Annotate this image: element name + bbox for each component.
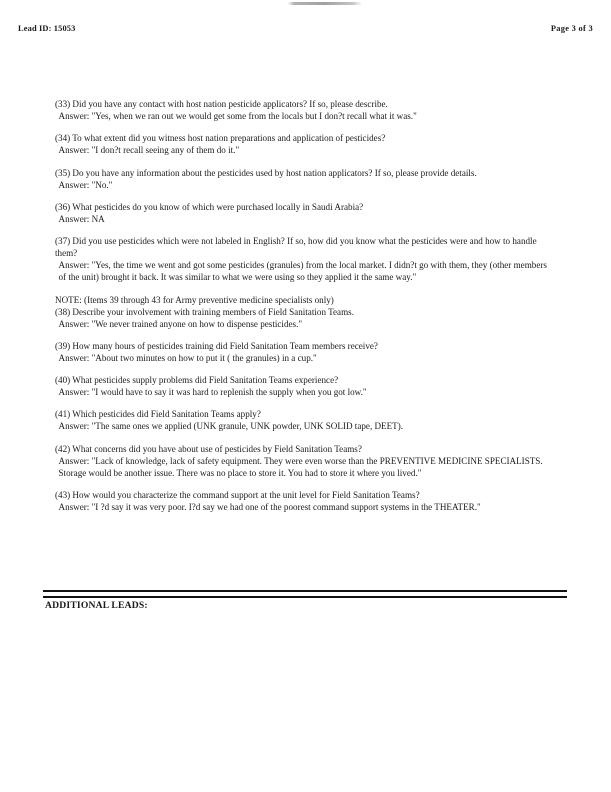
answer-text: Answer: "I would have to say it was hard to replenish the supply when you got low." <box>58 387 367 398</box>
qa-block-34 <box>55 132 547 156</box>
question-text: (42) What concerns did you have about use of pesticides by Field Sanitation Teams? <box>55 443 362 454</box>
answer-text: Answer: "Lack of knowledge, lack of safety equipment. They were even worse than the PREVENTIVE MEDICINE SPECIALISTS. Storage would be another issue. There was no place to store it. You had to store it where you lived." <box>58 455 543 478</box>
question-text: (41) Which pesticides did Field Sanitation Teams apply? <box>55 409 261 420</box>
qa-block-41 <box>55 408 547 432</box>
question-text: (33) Did you have any contact with host nation pesticide applicators? If so, please describe. <box>55 99 388 109</box>
answer-text: Answer: "I ?d say it was very poor. I?d say we had one of the poorest command support systems in the THEATER." <box>58 502 481 513</box>
question-text: (38) Describe your involvement with training members of Field Sanitation Teams. <box>55 306 354 317</box>
answer-text: Answer: "Yes, when we ran out we would get some from the locals but I don?t recall what it was." <box>58 111 417 122</box>
question-text: (39) How many hours of pesticides training did Field Sanitation Team members receive? <box>55 340 378 351</box>
document-body <box>55 98 547 513</box>
lead-id-label: Lead ID: <box>18 24 52 33</box>
qa-block-35 <box>55 167 547 191</box>
qa-block-43 <box>55 489 547 513</box>
additional-leads-heading: ADDITIONAL LEADS: <box>45 600 148 611</box>
note-text: NOTE: (Items 39 through 43 for Army preventive medicine specialists only) <box>55 294 334 305</box>
section-divider-bottom <box>43 596 567 598</box>
question-text: (40) What pesticides supply problems did Field Sanitation Teams experience? <box>55 375 339 386</box>
section-divider-top <box>43 590 567 592</box>
qa-block-39 <box>55 340 547 364</box>
answer-text: Answer: "About two minutes on how to put it ( the granules) in a cup." <box>58 352 317 363</box>
answer-text: Answer: "The same ones we applied (UNK granule, UNK powder, UNK SOLID tape, DEET). <box>58 421 404 432</box>
scan-artifact-smudge <box>288 2 362 5</box>
qa-block-37 <box>55 235 547 283</box>
qa-block-40 <box>55 374 547 398</box>
answer-text: Answer: NA <box>58 213 105 224</box>
question-text: (36) What pesticides do you know of which were purchased locally in Saudi Arabia? <box>55 201 364 212</box>
qa-block-36 <box>55 201 547 225</box>
answer-text: Answer: "We never trained anyone on how to dispense pesticides." <box>58 318 303 329</box>
answer-text: Answer: "No." <box>58 179 113 190</box>
page-number: Page 3 of 3 <box>550 24 593 33</box>
answer-text: Answer: "Yes, the time we went and got some pesticides (granules) from the local market. I didn?t go with them, they (other members of the unit) brought it back. It was similar to what we were using so they applied it the same way." <box>58 260 547 283</box>
question-text: (35) Do you have any information about the pesticides used by host nation applicators? If so, please provide details. <box>55 167 477 178</box>
lead-id <box>18 24 75 33</box>
answer-text: Answer: "I don?t recall seeing any of them do it." <box>58 145 240 156</box>
qa-block-42 <box>55 443 547 479</box>
question-text: (34) To what extent did you witness host nation preparations and application of pesticides? <box>55 133 386 144</box>
qa-block-33 <box>55 98 547 122</box>
question-text: (37) Did you use pesticides which were not labeled in English? If so, how did you know what the pesticides were and how to handle them? <box>55 236 537 259</box>
lead-id-value: 15053 <box>53 24 76 33</box>
note-block-38 <box>55 294 547 330</box>
question-text: (43) How would you characterize the command support at the unit level for Field Sanitation Teams? <box>55 490 420 500</box>
document-header <box>18 24 593 38</box>
